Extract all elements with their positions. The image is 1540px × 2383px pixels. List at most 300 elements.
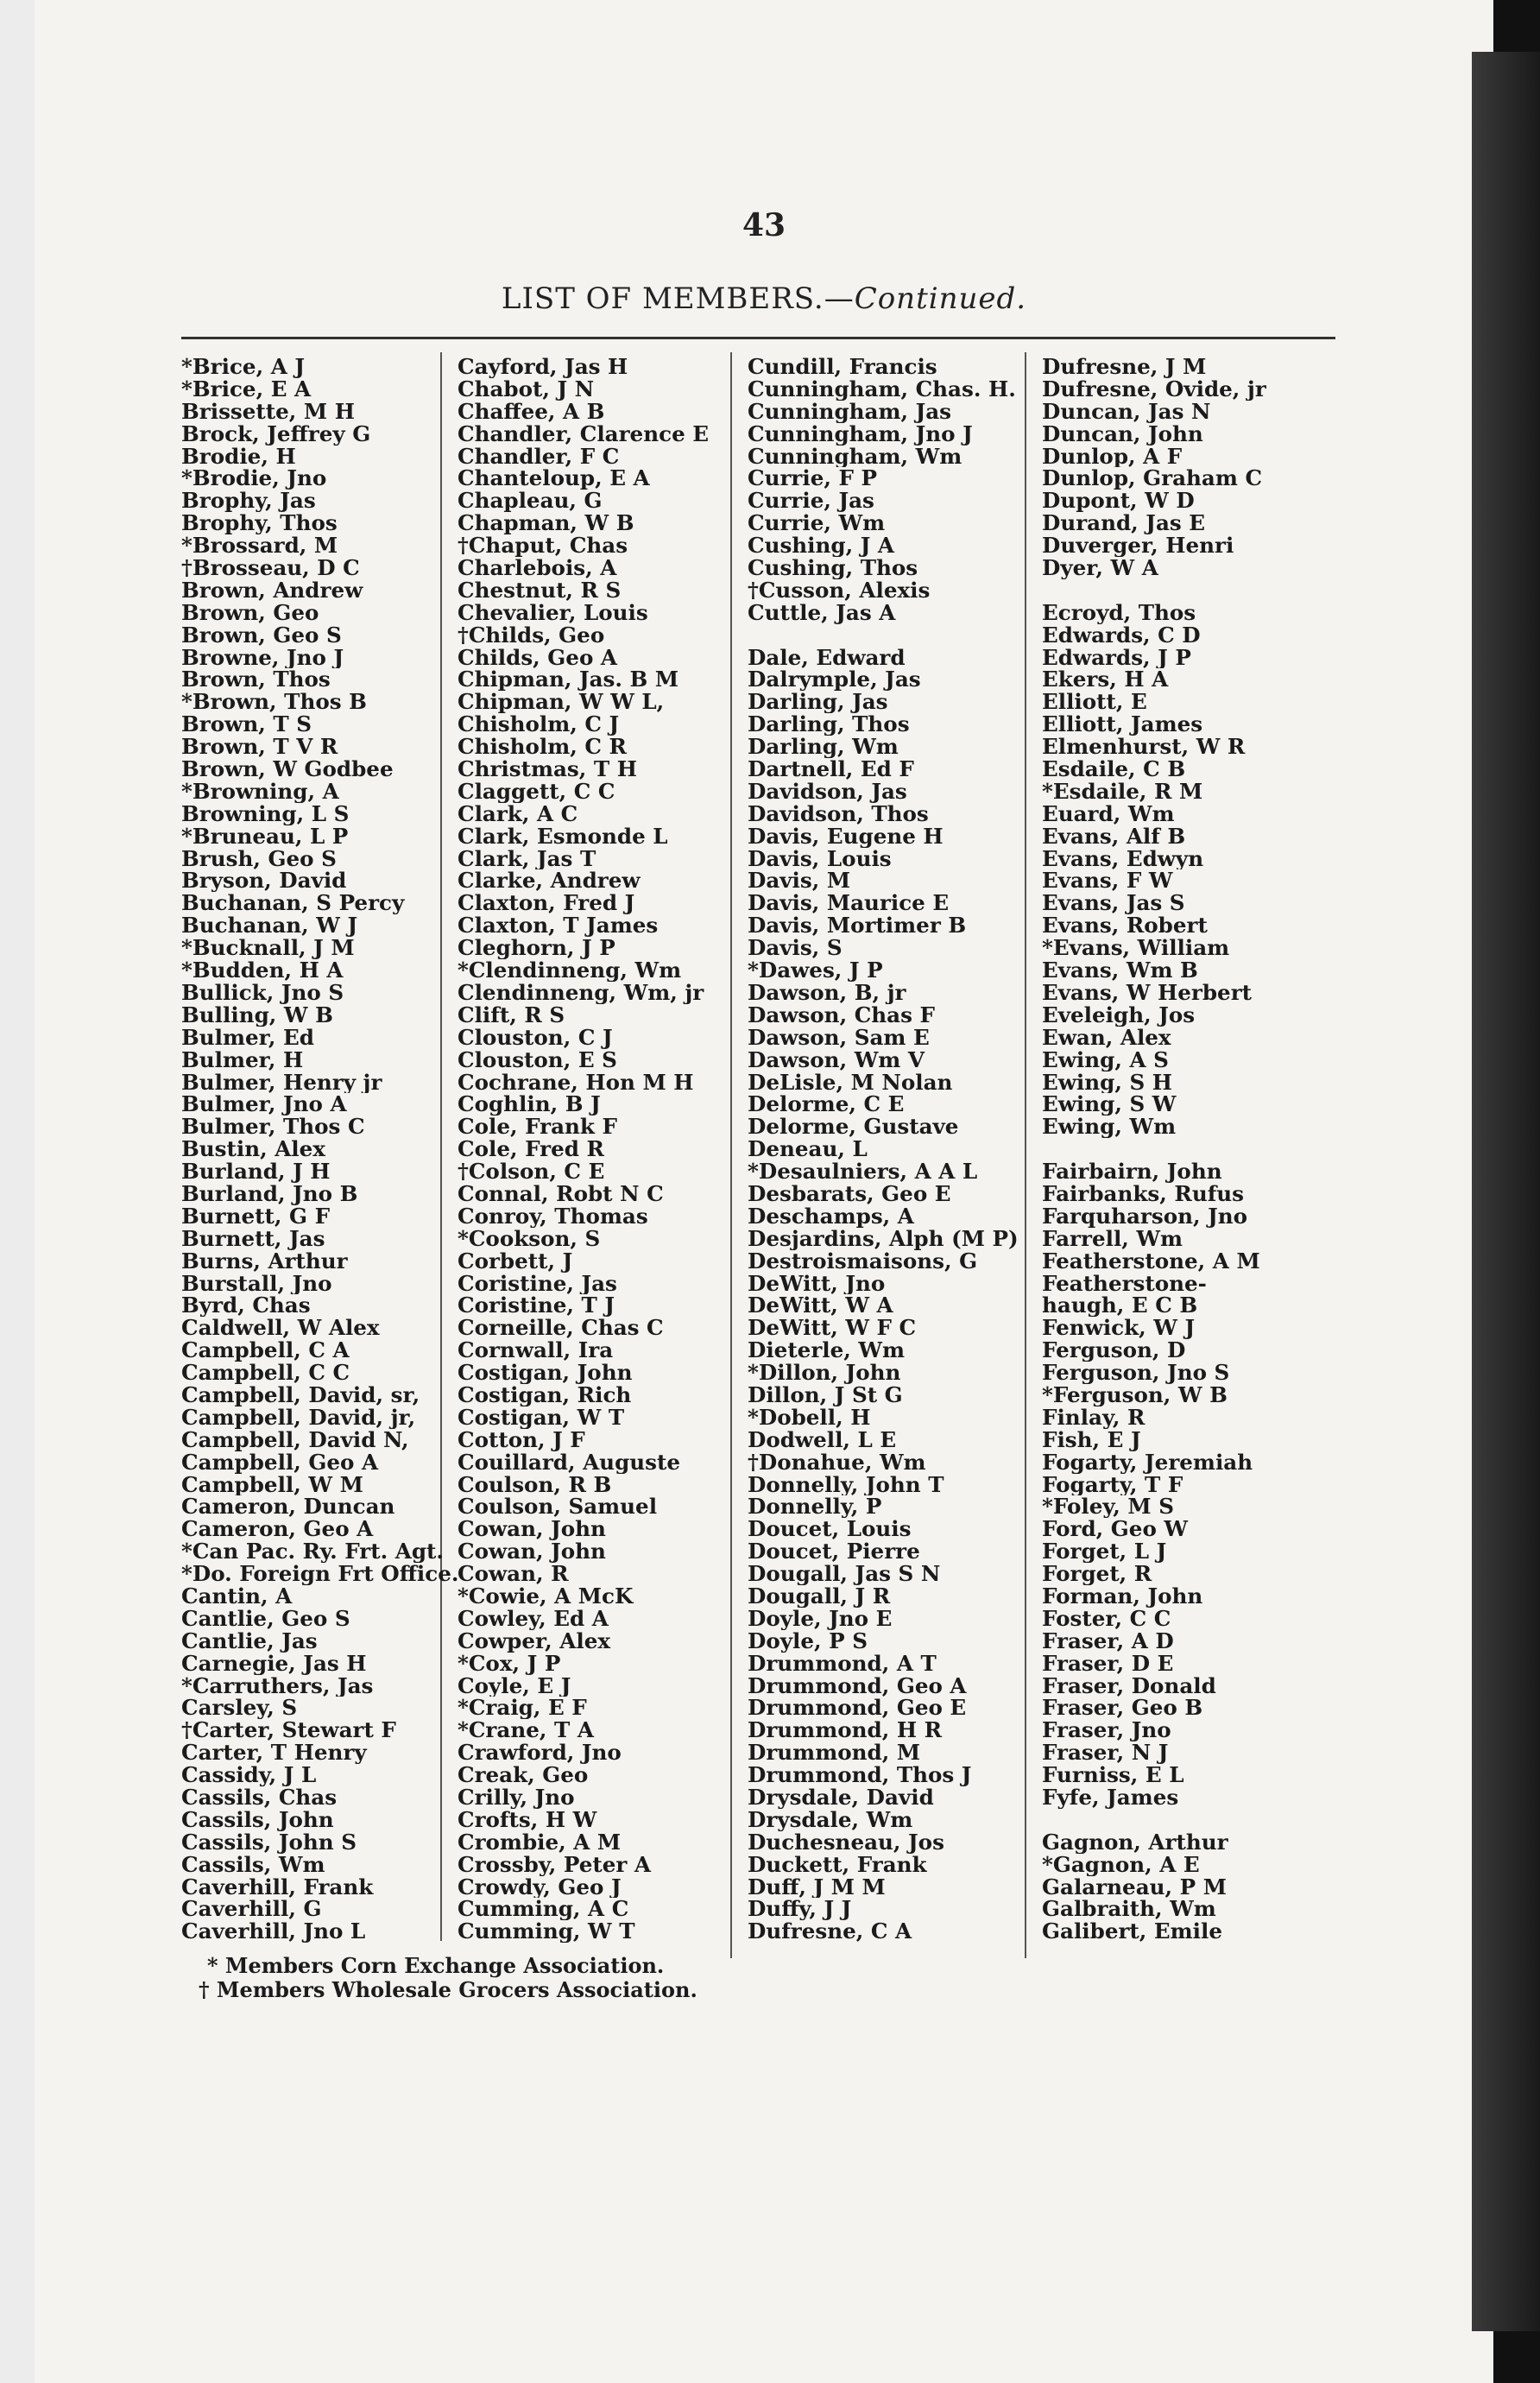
footnote-wholesale-grocers: † Members Wholesale Grocers Association. (199, 1977, 697, 2002)
member-entry: Cunningham, Wm (748, 445, 962, 468)
member-column-3 (748, 356, 1019, 1943)
member-entry: Ferguson, Jno S (1042, 1362, 1230, 1384)
member-entry: Dawson, Chas F (748, 1003, 935, 1027)
member-entry: Brush, Geo S (181, 847, 337, 870)
member-entry: *Craig, E F (458, 1697, 587, 1720)
member-entry: Dalrymple, Jas (748, 668, 921, 692)
member-entry: Ewing, Wm (1042, 1116, 1177, 1139)
member-entry: Dale, Edward (748, 646, 906, 669)
member-entry: *Dobell, H (748, 1406, 871, 1429)
member-entry: Fyfe, James (1042, 1786, 1179, 1809)
member-entry: Cole, Fred R (458, 1138, 604, 1161)
member-entry: Coristine, Jas (458, 1272, 617, 1295)
member-entry: Campbell, C A (181, 1339, 350, 1362)
member-entry: Evans, F W (1042, 869, 1173, 893)
member-entry: Coyle, E J (458, 1674, 571, 1697)
member-entry: Couillard, Auguste (458, 1451, 680, 1474)
member-entry: Campbell, David N, (181, 1428, 409, 1451)
member-entry: *Budden, H A (181, 959, 344, 982)
member-entry: Dartnell, Ed F (748, 758, 914, 781)
member-entry: *Carruthers, Jas (181, 1674, 374, 1697)
member-column-4 (1042, 356, 1266, 1943)
member-entry: Drummond, A T (748, 1652, 937, 1675)
member-entry: Delorme, Gustave (748, 1116, 959, 1139)
member-entry: Edwards, C D (1042, 623, 1201, 647)
member-entry: Coulson, Samuel (458, 1495, 658, 1519)
member-entry: Dougall, Jas S N (748, 1563, 941, 1585)
member-entry: Bryson, David (181, 869, 347, 893)
member-entry: Carter, T Henry (181, 1741, 367, 1765)
member-entry: *Crane, T A (458, 1719, 594, 1742)
member-entry: Elliott, E (1042, 691, 1147, 714)
member-entry: Cowley, Ed A (458, 1607, 609, 1630)
member-entry: Forget, L J (1042, 1540, 1167, 1564)
member-entry: Crofts, H W (458, 1808, 597, 1831)
member-entry: Duncan, Jas N (1042, 400, 1211, 423)
member-entry: Cassidy, J L (181, 1764, 317, 1786)
member-entry: Browne, Jno J (181, 646, 344, 669)
member-entry: Darling, Thos (748, 713, 910, 736)
member-entry: Fraser, Geo B (1042, 1697, 1203, 1720)
member-entry: Farquharson, Jno (1042, 1204, 1248, 1228)
member-entry: Brown, T V R (181, 736, 338, 759)
member-entry: Galbraith, Wm (1042, 1898, 1216, 1921)
member-entry: Cumming, A C (458, 1898, 629, 1921)
member-entry: Cotton, J F (458, 1428, 585, 1451)
member-entry: Fairbanks, Rufus (1042, 1182, 1245, 1205)
member-entry: Brown, Geo S (181, 623, 342, 647)
member-entry: Ferguson, D (1042, 1339, 1186, 1362)
member-entry: Foster, C C (1042, 1607, 1171, 1630)
member-entry: Chisholm, C R (458, 736, 627, 759)
document-page (35, 0, 1493, 2383)
member-entry: Drummond, Geo A (748, 1674, 967, 1697)
member-entry: Drummond, M (748, 1741, 921, 1765)
member-entry: Esdaile, C B (1042, 758, 1186, 781)
member-entry: Costigan, W T (458, 1406, 625, 1429)
member-entry: Chapleau, G (458, 490, 603, 513)
member-entry: Burnett, Jas (181, 1227, 325, 1250)
member-entry: Cushing, J A (748, 534, 895, 558)
member-entry: Duverger, Henri (1042, 534, 1234, 558)
member-entry: *Browning, A (181, 780, 339, 803)
member-entry: haugh, E C B (1042, 1294, 1198, 1318)
member-entry: *Bucknall, J M (181, 937, 355, 960)
member-entry: Chandler, Clarence E (458, 422, 710, 446)
member-entry: Drummond, Geo E (748, 1697, 967, 1720)
member-entry: Fenwick, W J (1042, 1317, 1196, 1340)
member-entry: Browning, L S (181, 802, 350, 825)
member-entry: Caverhill, Jno L (181, 1920, 366, 1944)
member-entry: Burnett, G F (181, 1204, 331, 1228)
member-entry: *Clendinneng, Wm (458, 959, 682, 982)
member-entry: Corbett, J (458, 1249, 573, 1273)
member-entry: Fraser, A D (1042, 1629, 1174, 1653)
member-entry: Clouston, C J (458, 1026, 613, 1049)
member-entry: †Childs, Geo (458, 623, 605, 647)
member-entry: Campbell, David, sr, (181, 1383, 420, 1406)
member-entry: Brown, Thos (181, 668, 331, 692)
page-left-margin (0, 0, 35, 2383)
member-entry: *Brown, Thos B (181, 691, 367, 714)
member-entry: Evans, Robert (1042, 914, 1208, 938)
member-entry: Brown, T S (181, 713, 312, 736)
member-entry: Doucet, Louis (748, 1518, 912, 1541)
member-entry: Caverhill, G (181, 1898, 322, 1921)
member-entry: Drummond, H R (748, 1719, 943, 1742)
member-entry: Drummond, Thos J (748, 1764, 972, 1786)
member-entry: Brodie, H (181, 445, 296, 468)
member-entry: Cameron, Duncan (181, 1495, 395, 1519)
member-entry: Costigan, John (458, 1362, 633, 1384)
member-entry: Brophy, Thos (181, 512, 338, 535)
member-entry: Coghlin, B J (458, 1093, 601, 1116)
member-entry: Cantlie, Geo S (181, 1607, 350, 1630)
member-entry: Fogarty, Jeremiah (1042, 1451, 1253, 1474)
member-entry: Dunlop, A F (1042, 445, 1183, 468)
member-entry: Brown, Geo (181, 601, 319, 624)
member-entry: Elliott, James (1042, 713, 1203, 736)
member-entry: Creak, Geo (458, 1764, 589, 1786)
member-entry: Cassils, John S (181, 1830, 357, 1854)
member-entry: Burland, J H (181, 1160, 331, 1183)
member-entry: †Chaput, Chas (458, 534, 628, 558)
member-entry: Clark, Esmonde L (458, 825, 668, 848)
member-entry: Farrell, Wm (1042, 1227, 1183, 1250)
member-entry: Brown, Andrew (181, 578, 363, 602)
member-entry: DeWitt, W F C (748, 1317, 917, 1340)
member-entry: Gagnon, Arthur (1042, 1830, 1228, 1854)
member-entry: Clark, Jas T (458, 847, 596, 870)
member-entry: Fish, E J (1042, 1428, 1141, 1451)
member-entry: *Foley, M S (1042, 1495, 1174, 1519)
member-entry: Duncan, John (1042, 422, 1203, 446)
member-entry: Christmas, T H (458, 758, 637, 781)
member-entry: Duff, J M M (748, 1875, 886, 1899)
member-entry: Chipman, W W L, (458, 691, 665, 714)
member-entry: *Bruneau, L P (181, 825, 349, 848)
member-entry: Destroismaisons, G (748, 1249, 978, 1273)
member-entry: Davis, Maurice E (748, 892, 950, 915)
member-entry: Chabot, J N (458, 377, 595, 401)
member-entry: Donnelly, John T (748, 1473, 944, 1496)
member-entry: Davis, Louis (748, 847, 892, 870)
member-entry: *Brice, E A (181, 377, 312, 401)
member-entry: Burns, Arthur (181, 1249, 348, 1273)
member-entry: Dougall, J R (748, 1584, 891, 1608)
member-entry: *Evans, William (1042, 937, 1230, 960)
member-entry: Doucet, Pierre (748, 1540, 920, 1564)
member-entry: Ewing, A S (1042, 1048, 1169, 1071)
member-entry: *Cox, J P (458, 1652, 561, 1675)
member-entry: *Dillon, John (748, 1362, 901, 1384)
member-entry: Crossby, Peter A (458, 1853, 651, 1876)
member-entry: Davis, Mortimer B (748, 914, 967, 938)
member-entry: Chaffee, A B (458, 400, 605, 423)
member-entry: Cunningham, Jno J (748, 422, 973, 446)
member-entry: Cayford, Jas H (458, 356, 628, 378)
member-entry: Clarke, Andrew (458, 869, 641, 893)
member-entry: †Donahue, Wm (748, 1451, 926, 1474)
member-entry: Dufresne, Ovide, jr (1042, 377, 1266, 401)
member-entry: Childs, Geo A (458, 646, 618, 669)
member-entry: Cornwall, Ira (458, 1339, 614, 1362)
member-entry: Ewing, S H (1042, 1071, 1173, 1094)
section-gap (1042, 1809, 1266, 1831)
member-entry: Fraser, N J (1042, 1741, 1169, 1765)
member-entry: Cundill, Francis (748, 356, 937, 378)
member-entry: Duckett, Frank (748, 1853, 927, 1876)
member-entry: Fraser, Donald (1042, 1674, 1216, 1697)
member-entry: Claxton, Fred J (458, 892, 635, 915)
member-entry: Durand, Jas E (1042, 512, 1206, 535)
member-entry: Buchanan, W J (181, 914, 358, 938)
member-entry: *Gagnon, A E (1042, 1853, 1200, 1876)
member-entry: Coulson, R B (458, 1473, 612, 1496)
member-entry: Bulmer, Jno A (181, 1093, 347, 1116)
member-entry: Dawson, Sam E (748, 1026, 930, 1049)
member-entry: Doyle, P S (748, 1629, 868, 1653)
member-entry: Cowan, John (458, 1518, 606, 1541)
member-entry: Darling, Jas (748, 691, 888, 714)
member-entry: Corneille, Chas C (458, 1317, 664, 1340)
member-entry: Dupont, W D (1042, 490, 1195, 513)
member-entry: *Can Pac. Ry. Frt. Agt. (181, 1540, 444, 1564)
member-entry: Dillon, J St G (748, 1383, 903, 1406)
member-entry: Burland, Jno B (181, 1182, 358, 1205)
member-entry: Delorme, C E (748, 1093, 905, 1116)
member-entry: Coristine, T J (458, 1294, 615, 1318)
header-rule (181, 337, 1335, 339)
member-entry: Duffy, J J (748, 1898, 852, 1921)
member-entry: Dyer, W A (1042, 557, 1158, 579)
member-entry: Ford, Geo W (1042, 1518, 1189, 1541)
member-entry: *Dawes, J P (748, 959, 883, 982)
page-number: 43 (742, 207, 786, 243)
member-entry: *Ferguson, W B (1042, 1383, 1228, 1406)
member-entry: Evans, Edwyn (1042, 847, 1204, 870)
member-entry: Chandler, F C (458, 445, 620, 468)
member-entry: Charlebois, A (458, 557, 617, 579)
member-entry: Galarneau, P M (1042, 1875, 1227, 1899)
member-entry: Donnelly, P (748, 1495, 882, 1519)
member-entry: Cassils, Chas (181, 1786, 338, 1809)
member-entry: Buchanan, S Percy (181, 892, 405, 915)
member-entry: Forman, John (1042, 1584, 1203, 1608)
member-entry: Cassils, Wm (181, 1853, 325, 1876)
member-entry: Davidson, Thos (748, 802, 929, 825)
member-entry: Burstall, Jno (181, 1272, 332, 1295)
page-title: LIST OF MEMBERS.—Continued. (501, 281, 1027, 316)
member-entry: Crilly, Jno (458, 1786, 575, 1809)
member-entry: Fairbairn, John (1042, 1160, 1222, 1183)
member-entry: Cumming, W T (458, 1920, 635, 1944)
member-entry: Desbarats, Geo E (748, 1182, 951, 1205)
member-entry: Fraser, Jno (1042, 1719, 1171, 1742)
member-entry: Ekers, H A (1042, 668, 1169, 692)
member-entry: Currie, Wm (748, 512, 886, 535)
member-entry: Caldwell, W Alex (181, 1317, 380, 1340)
member-entry: Conroy, Thomas (458, 1204, 648, 1228)
member-entry: Fraser, D E (1042, 1652, 1174, 1675)
title-continued: Continued. (854, 281, 1027, 316)
member-entry: *Brodie, Jno (181, 467, 327, 490)
member-entry: Forget, R (1042, 1563, 1152, 1585)
member-entry: Dieterle, Wm (748, 1339, 906, 1362)
member-entry: †Colson, C E (458, 1160, 605, 1183)
member-entry: Currie, F P (748, 467, 878, 490)
member-entry: Campbell, David, jr, (181, 1406, 416, 1429)
member-entry: Campbell, W M (181, 1473, 363, 1496)
section-gap (1042, 579, 1266, 602)
member-entry: Crombie, A M (458, 1830, 622, 1854)
member-entry: Featherstone- (1042, 1272, 1207, 1295)
member-entry: Costigan, Rich (458, 1383, 632, 1406)
member-entry: †Cusson, Alexis (748, 578, 931, 602)
member-entry: Elmenhurst, W R (1042, 736, 1246, 759)
member-entry: Duchesneau, Jos (748, 1830, 944, 1854)
member-entry: Drysdale, David (748, 1786, 934, 1809)
book-edge (1472, 52, 1540, 2331)
member-entry: Dufresne, C A (748, 1920, 912, 1944)
member-entry: Evans, W Herbert (1042, 981, 1253, 1004)
member-entry: Darling, Wm (748, 736, 899, 759)
member-entry: Cowan, R (458, 1563, 569, 1585)
member-entry: Cole, Frank F (458, 1116, 617, 1139)
member-entry: *Desaulniers, A A L (748, 1160, 978, 1183)
member-entry: Byrd, Chas (181, 1294, 311, 1318)
member-entry: Brock, Jeffrey G (181, 422, 371, 446)
member-entry: DeWitt, Jno (748, 1272, 886, 1295)
member-entry: Carnegie, Jas H (181, 1652, 367, 1675)
member-entry: Dawson, B, jr (748, 981, 906, 1004)
member-entry: Furniss, E L (1042, 1764, 1184, 1786)
member-entry: Evans, Wm B (1042, 959, 1198, 982)
member-entry: Campbell, C C (181, 1362, 350, 1384)
member-column-2 (458, 356, 709, 1943)
member-entry: Cantin, A (181, 1584, 293, 1608)
member-entry: Drysdale, Wm (748, 1808, 913, 1831)
member-entry: Currie, Jas (748, 490, 874, 513)
member-entry: Bulmer, H (181, 1048, 304, 1071)
member-entry: Ecroyd, Thos (1042, 601, 1196, 624)
member-entry: Bulmer, Henry jr (181, 1071, 382, 1094)
column-divider-2 (730, 352, 732, 1958)
member-entry: Cassils, John (181, 1808, 334, 1831)
member-entry: Chevalier, Louis (458, 601, 648, 624)
member-entry: Evans, Jas S (1042, 892, 1185, 915)
member-entry: Cushing, Thos (748, 557, 918, 579)
member-entry: Davis, S (748, 937, 843, 960)
member-entry: Chipman, Jas. B M (458, 668, 679, 692)
title-main: LIST OF MEMBERS. (501, 281, 824, 316)
member-entry: Brophy, Jas (181, 490, 316, 513)
member-entry: Crawford, Jno (458, 1741, 622, 1765)
section-gap (748, 624, 1019, 647)
member-column-1 (181, 356, 458, 1943)
member-entry: Clift, R S (458, 1003, 565, 1027)
member-entry: Doyle, Jno E (748, 1607, 893, 1630)
member-entry: Claggett, C C (458, 780, 615, 803)
member-entry: Desjardins, Alph (M P) (748, 1227, 1019, 1250)
member-entry: †Brosseau, D C (181, 557, 360, 579)
member-entry: Cuttle, Jas A (748, 601, 896, 624)
member-entry: Davis, Eugene H (748, 825, 944, 848)
member-entry: Cochrane, Hon M H (458, 1071, 694, 1094)
member-entry: Cantlie, Jas (181, 1629, 318, 1653)
member-entry: Cowan, John (458, 1540, 606, 1564)
member-entry: Eveleigh, Jos (1042, 1003, 1196, 1027)
member-entry: Carsley, S (181, 1697, 298, 1720)
member-entry: Deschamps, A (748, 1204, 914, 1228)
member-entry: Euard, Wm (1042, 802, 1175, 825)
member-entry: Cunningham, Chas. H. (748, 377, 1016, 401)
member-entry: *Cookson, S (458, 1227, 601, 1250)
member-entry: *Brice, A J (181, 356, 305, 378)
member-entry: DeLisle, M Nolan (748, 1071, 953, 1094)
member-entry: Cunningham, Jas (748, 400, 952, 423)
member-entry: Brown, W Godbee (181, 758, 394, 781)
member-entry: Dunlop, Graham C (1042, 467, 1263, 490)
member-entry: Ewing, S W (1042, 1093, 1177, 1116)
member-entry: Campbell, Geo A (181, 1451, 379, 1474)
member-entry: Evans, Alf B (1042, 825, 1186, 848)
member-entry: Clark, A C (458, 802, 578, 825)
member-entry: Edwards, J P (1042, 646, 1191, 669)
member-entry: Clendinneng, Wm, jr (458, 981, 704, 1004)
member-entry: Davis, M (748, 869, 851, 893)
member-entry: Cameron, Geo A (181, 1518, 374, 1541)
member-entry: DeWitt, W A (748, 1294, 893, 1318)
member-entry: Bullick, Jno S (181, 981, 344, 1004)
member-entry: Dufresne, J M (1042, 356, 1207, 378)
member-entry: Fogarty, T F (1042, 1473, 1183, 1496)
footnote-corn-exchange: * Members Corn Exchange Association. (207, 1953, 665, 1978)
member-entry: Dodwell, L E (748, 1428, 897, 1451)
member-entry: Cleghorn, J P (458, 937, 615, 960)
member-entry: Claxton, T James (458, 914, 659, 938)
member-entry: Deneau, L (748, 1138, 868, 1161)
member-entry: Chanteloup, E A (458, 467, 650, 490)
member-entry: *Cowie, A McK (458, 1584, 634, 1608)
member-entry: *Do. Foreign Frt Office. (181, 1563, 459, 1585)
member-entry: Dawson, Wm V (748, 1048, 925, 1071)
member-entry: Chapman, W B (458, 512, 634, 535)
member-entry: Featherstone, A M (1042, 1249, 1260, 1273)
member-entry: *Brossard, M (181, 534, 338, 558)
member-entry: Chisholm, C J (458, 713, 620, 736)
column-divider-3 (1025, 352, 1026, 1958)
member-entry: †Carter, Stewart F (181, 1719, 396, 1742)
member-entry: *Esdaile, R M (1042, 780, 1203, 803)
member-entry: Galibert, Emile (1042, 1920, 1223, 1944)
member-entry: Davidson, Jas (748, 780, 907, 803)
member-entry: Bulmer, Ed (181, 1026, 314, 1049)
member-entry: Finlay, R (1042, 1406, 1146, 1429)
member-entry: Bulling, W B (181, 1003, 333, 1027)
member-entry: Ewan, Alex (1042, 1026, 1171, 1049)
member-entry: Bulmer, Thos C (181, 1116, 365, 1139)
member-entry: Caverhill, Frank (181, 1875, 374, 1899)
member-entry: Connal, Robt N C (458, 1182, 664, 1205)
member-entry: Brissette, M H (181, 400, 355, 423)
member-entry: Chestnut, R S (458, 578, 622, 602)
member-entry: Crowdy, Geo J (458, 1875, 622, 1899)
section-gap (1042, 1138, 1266, 1160)
member-entry: Bustin, Alex (181, 1138, 325, 1161)
member-entry: Cowper, Alex (458, 1629, 611, 1653)
member-entry: Clouston, E S (458, 1048, 617, 1071)
